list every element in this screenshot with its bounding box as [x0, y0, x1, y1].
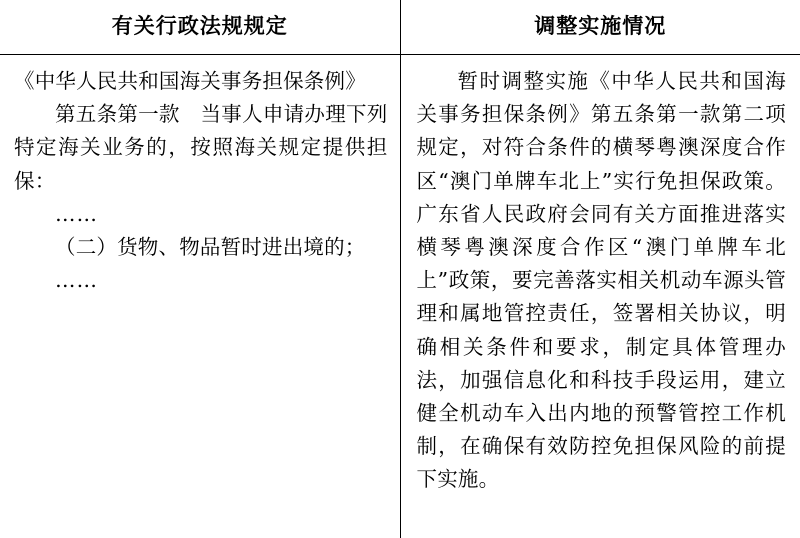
- table-body-row: [0, 55, 800, 538]
- regulation-cell: [0, 55, 400, 538]
- adjustment-cell: [400, 55, 800, 538]
- column-header-regulation: 有关行政法规规定: [0, 0, 400, 55]
- regulation-paragraph-article: 第五条第一款 当事人申请办理下列特定海关业务的，按照海关规定提供担保：: [14, 102, 388, 193]
- regulation-paragraph-ellipsis-2: ……: [55, 268, 98, 293]
- regulation-paragraph-ellipsis-1: ……: [55, 201, 98, 226]
- column-header-adjustment: 调整实施情况: [400, 0, 800, 55]
- regulation-paragraph-title: 《中华人民共和国海关事务担保条例》: [14, 69, 366, 93]
- regulation-paragraph-item-2: （二）货物、物品暂时进出境的；: [55, 235, 366, 260]
- table-header-row: [0, 0, 800, 55]
- adjustment-paragraph: 暂时调整实施《中华人民共和国海关事务担保条例》第五条第一款第二项规定，对符合条件的横琴粤澳深度合作区“澳门单牌车北上”实行免担保政策。广东省人民政府会同有关方面推进落实横琴粤澳深度合作区“澳门单牌车北上”政策，要完善落实相关机动车源头管理和属地管控责任，签署相关协议，明确相关条件和要求，制定具体管理办法，加强信息化和科技手段运用，建立健全机动车入出内地的预警管控工作机制，在确保有效防控免担保风险的前提下实施。: [416, 69, 786, 492]
